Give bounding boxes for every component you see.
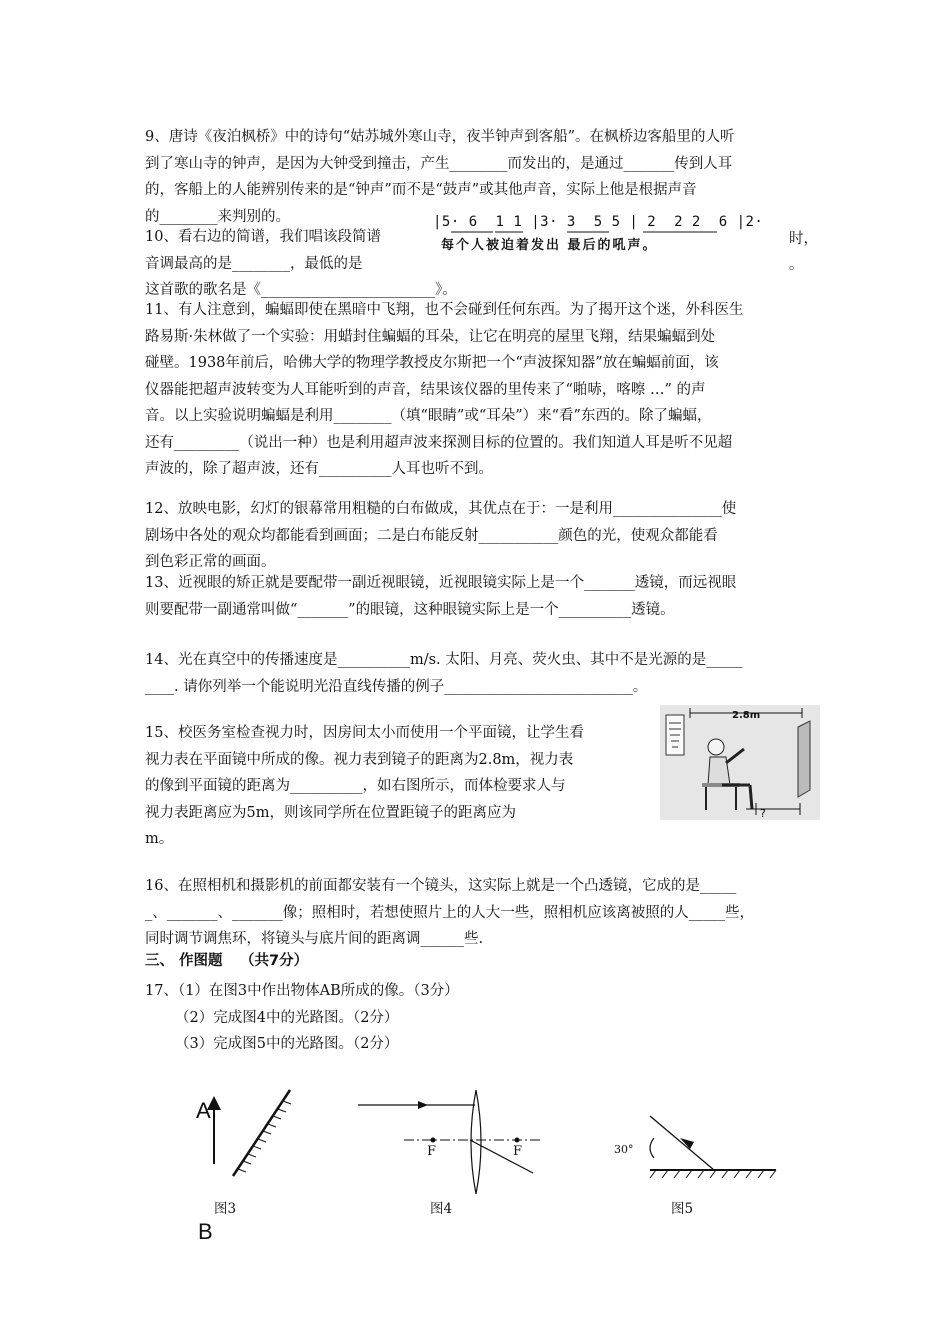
q12-line: 12、放映电影，幻灯的银幕常用粗糙的白布做成，其优点在于：一是利用_______________使 — [145, 501, 737, 517]
diagram-figures — [0, 1070, 950, 1270]
eye-test-figure — [660, 705, 820, 820]
figure-3-caption: 图3 — [214, 1201, 237, 1217]
q11-line: 碰壁。1938年前后，哈佛大学的物理学教授皮尔斯把一个“声波探知器”放在蝙蝠前面，该 — [145, 355, 719, 371]
notation-lyrics: 每个人被迫着发出 最后的吼声。 — [441, 238, 658, 253]
question-13 — [145, 570, 813, 623]
q11-line: 仪器能把超声波转变为人耳能听到的声音，结果该仪器的里传来了“啪哧，喀嚓 …” 的声 — [145, 381, 706, 398]
figure-question-mark: ? — [760, 807, 766, 820]
music-notation — [433, 212, 788, 264]
q9-line: 9、唐诗《夜泊枫桥》中的诗句“姑苏城外寒山寺，夜半钟声到客船”。在枫桥边客船里的人听 — [145, 129, 735, 145]
q9-line: 的，客船上的人能辨别传来的是“钟声”而不是“鼓声”或其他声音，实际上他是根据声音 — [145, 182, 697, 198]
incident-ray — [650, 1116, 714, 1170]
q17-line: 17、（1）在图3中作出物体AB所成的像。（3分） — [145, 983, 459, 999]
q12-line: 到色彩正常的画面。 — [145, 554, 276, 570]
q15-line: m。 — [145, 831, 174, 847]
q10-line: 10、看右边的简谱，我们唱该段简谱 — [145, 229, 381, 245]
q11-line: 11、有人注意到，蝙蝠即使在黑暗中飞翔，也不会碰到任何东西。为了揭开这个迷，外科医生 — [145, 302, 744, 318]
question-12 — [145, 496, 813, 576]
angle-label: 30° — [614, 1143, 634, 1156]
figure-4 — [358, 1090, 540, 1194]
notation-numbers: |5· 6 1 1 |3· 3 5 5 | 2 2 2 6 |2· — [433, 214, 764, 230]
q10-line: 这首歌的歌名是《________________________》。 — [145, 282, 457, 298]
section-heading: 三、 作图题 — [145, 953, 223, 969]
q16-line: 16、在照相机和摄影机的前面都安装有一个镜头，这实际上就是一个凸透镜，它成的是_____ — [145, 878, 737, 894]
question-10 — [145, 224, 457, 304]
q16-line: _、_______、_______像；照相时，若想使照片上的人大一些，照相机应该离被照的人_____些， — [145, 904, 754, 921]
q11-line: 声波的，除了超声波，还有__________人耳也听不到。 — [145, 461, 493, 477]
figure-4-caption: 图4 — [430, 1201, 453, 1217]
question-14 — [145, 647, 813, 700]
label-b: B — [198, 1219, 213, 1244]
figure-3 — [207, 1090, 291, 1176]
q10-right-period: 。 — [789, 257, 804, 273]
q10-right-text: 时， — [789, 231, 818, 247]
surface-hatching — [650, 1170, 776, 1178]
q11-line: 路易斯·朱林做了一个实验：用蜡封住蝙蝠的耳朵，让它在明亮的屋里飞翔，结果蝙蝠到处 — [145, 328, 716, 345]
section-score: （共7分） — [240, 953, 309, 969]
question-15 — [145, 720, 645, 853]
q13-line: 则要配带一副通常叫做“_______”的眼镜，这种眼镜实际上是一个__________透镜。 — [145, 601, 675, 618]
figure-distance-label: 2.8m — [732, 710, 761, 721]
q17-line: （2）完成图4中的光路图。（2分） — [175, 1009, 399, 1026]
ray-arrow-icon — [418, 1101, 428, 1109]
q14-line: ____. 请你列举一个能说明光沿直线传播的例子__________________________。 — [145, 678, 648, 695]
question-16 — [145, 873, 813, 953]
q13-line: 13、近视眼的矫正就是要配带一副近视眼镜，近视眼镜实际上是一个_______透镜，而远视眼 — [145, 575, 737, 591]
q15-line: 的像到平面镜的距离为__________，如右图所示，而体检要求人与 — [145, 778, 566, 794]
q9-line: 到了寒山寺的钟声，是因为大钟受到撞击，产生________而发出的，是通过_______传到人耳 — [145, 155, 733, 172]
figure-5 — [650, 1116, 776, 1178]
focal-point-right — [515, 1138, 520, 1143]
q12-line: 剧场中各处的观众均都能看到画面；二是白布能反射___________颜色的光，使观众都能看 — [145, 527, 718, 544]
q11-line: 还有_________（说出一种）也是利用超声波来探测目标的位置的。我们知道人耳是听不见超 — [145, 434, 733, 451]
q15-line: 视力表在平面镜中所成的像。视力表到镜子的距离为2.8m，视力表 — [145, 751, 574, 768]
q15-line: 视力表距离应为5m，则该同学所在位置距镜子的距离应为 — [145, 804, 516, 821]
plane-mirror — [233, 1090, 290, 1176]
q17-line: （3）完成图5中的光路图。（2分） — [175, 1036, 399, 1052]
focal-label-right: F — [513, 1144, 523, 1159]
question-17 — [145, 978, 813, 1058]
focal-point-left — [431, 1138, 436, 1143]
q16-line: 同时调节调焦环，将镜头与底片间的距离调______些. — [145, 931, 484, 947]
q10-line: 音调最高的是________，最低的是 — [145, 255, 363, 272]
q11-line: 音。以上实验说明蝙蝠是利用________（填“眼睛”或“耳朵”）来“看”东西的。除了蝙蝠， — [145, 408, 712, 424]
figure-5-caption: 图5 — [671, 1201, 694, 1217]
eye-test-illustration — [660, 705, 820, 820]
label-a: A — [196, 1098, 211, 1123]
mirror-hatching — [238, 1101, 291, 1172]
q15-line: 15、校医务室检查视力时，因房间太小而使用一个平面镜，让学生看 — [145, 725, 584, 741]
q9-line: 的________来判别的。 — [145, 208, 290, 225]
q14-line: 14、光在真空中的传播速度是__________m/s. 太阳、月亮、荧火虫、其中不是光源的是_____ — [145, 652, 743, 668]
question-11 — [145, 297, 813, 483]
angle-arc — [650, 1138, 654, 1158]
focal-label-left: F — [427, 1144, 437, 1159]
